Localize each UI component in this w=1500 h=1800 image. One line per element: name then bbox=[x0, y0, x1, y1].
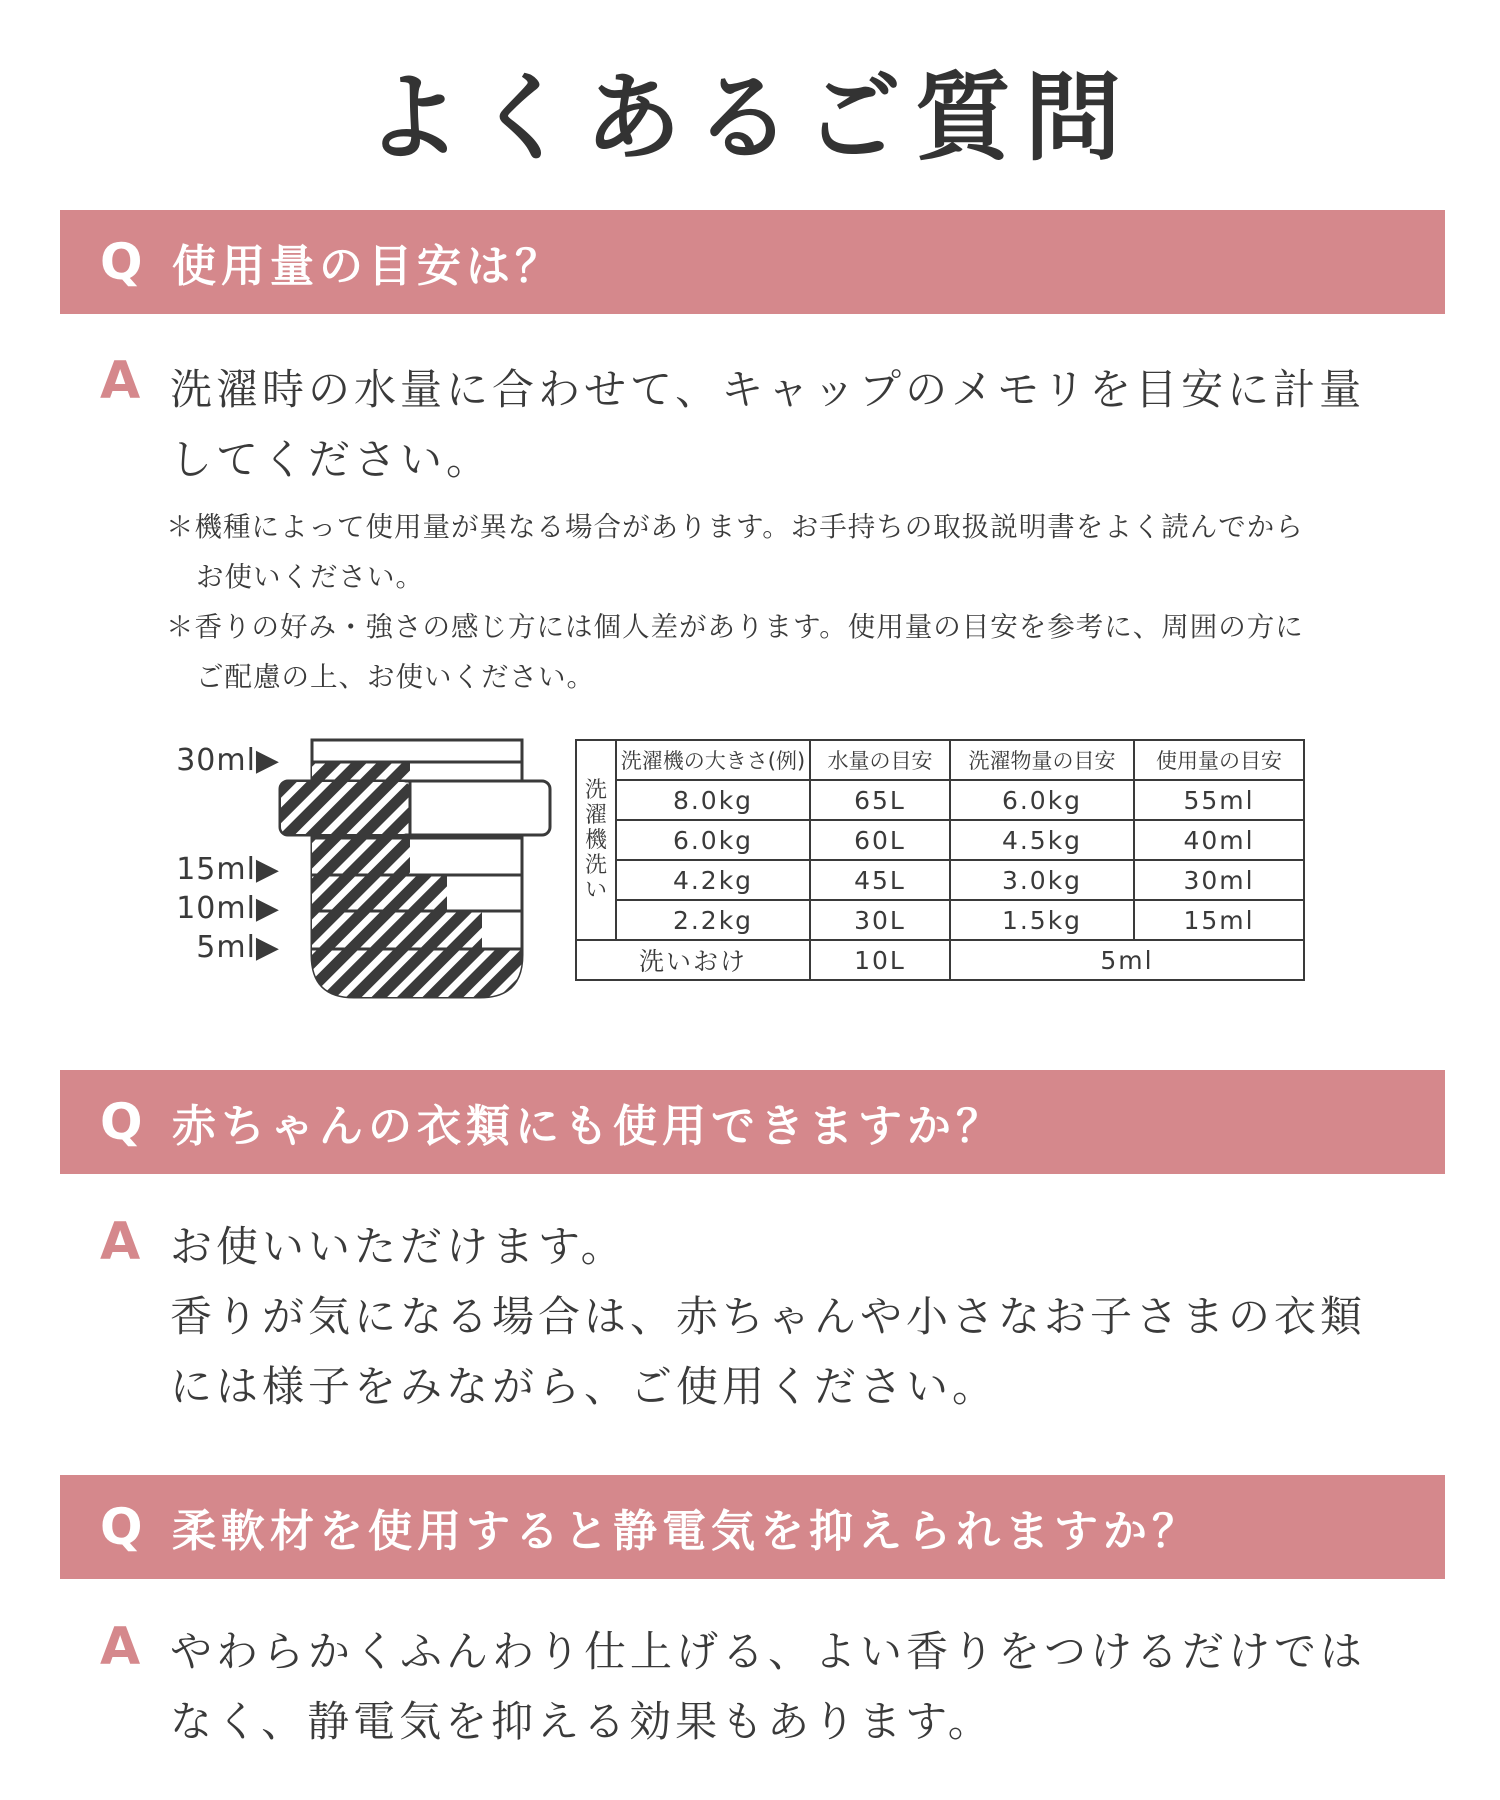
table-cell: 6.0kg bbox=[616, 820, 810, 860]
table-cell: 40ml bbox=[1134, 820, 1304, 860]
question-bar-baby-clothes bbox=[60, 1070, 1445, 1174]
a-mark: A bbox=[100, 351, 141, 411]
table-header-row bbox=[576, 740, 1304, 780]
cap-label-10ml: 10ml▶ bbox=[176, 891, 280, 926]
notes-usage bbox=[166, 502, 1456, 702]
answer-line: 洗濯時の水量に合わせて、キャップのメモリを目安に計量 bbox=[170, 365, 1366, 414]
table-cell: 15ml bbox=[1134, 900, 1304, 940]
cap-label-5ml: 5ml▶ bbox=[196, 930, 280, 965]
note-line: お使いください。 bbox=[196, 561, 424, 593]
q-mark: Q bbox=[100, 1498, 143, 1556]
table-cell: 4.5kg bbox=[950, 820, 1134, 860]
q-mark: Q bbox=[100, 233, 143, 291]
table-cell: 洗いおけ bbox=[576, 940, 810, 980]
table-cell: 45L bbox=[810, 860, 950, 900]
answer-baby-clothes bbox=[100, 1212, 1440, 1422]
question-text: 赤ちゃんの衣類にも使用できますか？ bbox=[172, 1101, 1005, 1152]
table-row bbox=[576, 900, 1304, 940]
answer-usage bbox=[100, 351, 1440, 495]
question-text: 使用量の目安は？ bbox=[172, 241, 564, 292]
table-cell: 6.0kg bbox=[950, 780, 1134, 820]
answer-text bbox=[170, 1617, 1440, 1757]
table-cell: 4.2kg bbox=[616, 860, 810, 900]
note-line: ＊機種によって使用量が異なる場合があります。お手持ちの取扱説明書をよく読んでから bbox=[166, 511, 1304, 543]
table-cell: 10L bbox=[810, 940, 950, 980]
a-mark: A bbox=[100, 1617, 141, 1677]
table-cell: 3.0kg bbox=[950, 860, 1134, 900]
note-line: ＊香りの好み・強さの感じ方には個人差があります。使用量の目安を参考に、周囲の方に bbox=[166, 611, 1304, 643]
answer-line: お使いいただけます。 bbox=[170, 1222, 627, 1271]
answer-text bbox=[170, 1212, 1440, 1422]
answer-line: には様子をみながら、ご使用ください。 bbox=[170, 1362, 999, 1411]
answer-line: なく、静電気を抑える効果もあります。 bbox=[170, 1697, 994, 1746]
table-cell: 5ml bbox=[950, 940, 1304, 980]
q-mark: Q bbox=[100, 1093, 143, 1151]
answer-line: してください。 bbox=[170, 435, 493, 484]
question-text: 柔軟材を使用すると静電気を抑えられますか？ bbox=[172, 1506, 1201, 1557]
table-group-label: 洗 濯 機 洗 い bbox=[576, 740, 616, 940]
table-cell: 55ml bbox=[1134, 780, 1304, 820]
answer-static bbox=[100, 1617, 1440, 1757]
table-cell: 65L bbox=[810, 780, 950, 820]
table-cell: 30L bbox=[810, 900, 950, 940]
answer-line: 香りが気になる場合は、赤ちゃんや小さなお子さまの衣類 bbox=[170, 1292, 1367, 1341]
cap-label-15ml: 15ml▶ bbox=[176, 852, 280, 887]
a-mark: A bbox=[100, 1212, 141, 1272]
table-cell: 2.2kg bbox=[616, 900, 810, 940]
question-bar-usage bbox=[60, 210, 1445, 314]
table-cell: 8.0kg bbox=[616, 780, 810, 820]
table-cell: 30ml bbox=[1134, 860, 1304, 900]
table-header: 洗濯物量の目安 bbox=[950, 740, 1134, 780]
table-cell: 1.5kg bbox=[950, 900, 1134, 940]
table-footer-row bbox=[576, 940, 1304, 980]
answer-text bbox=[170, 355, 1440, 495]
table-header: 使用量の目安 bbox=[1134, 740, 1304, 780]
answer-line: やわらかくふんわり仕上げる、よい香りをつけるだけでは bbox=[170, 1627, 1367, 1676]
table-row bbox=[576, 780, 1304, 820]
table-row bbox=[576, 820, 1304, 860]
table-header: 洗濯機の大きさ(例) bbox=[616, 740, 810, 780]
question-bar-static bbox=[60, 1475, 1445, 1579]
measuring-cap-icon bbox=[160, 725, 560, 1005]
table-cell: 60L bbox=[810, 820, 950, 860]
cap-label-30ml: 30ml▶ bbox=[176, 743, 280, 778]
note-line: ご配慮の上、お使いください。 bbox=[196, 661, 595, 693]
usage-table bbox=[575, 739, 1305, 981]
page-title: よくあるご質問 bbox=[365, 62, 1135, 174]
cap-diagram bbox=[160, 725, 560, 1005]
table-row bbox=[576, 860, 1304, 900]
table-header: 水量の目安 bbox=[810, 740, 950, 780]
